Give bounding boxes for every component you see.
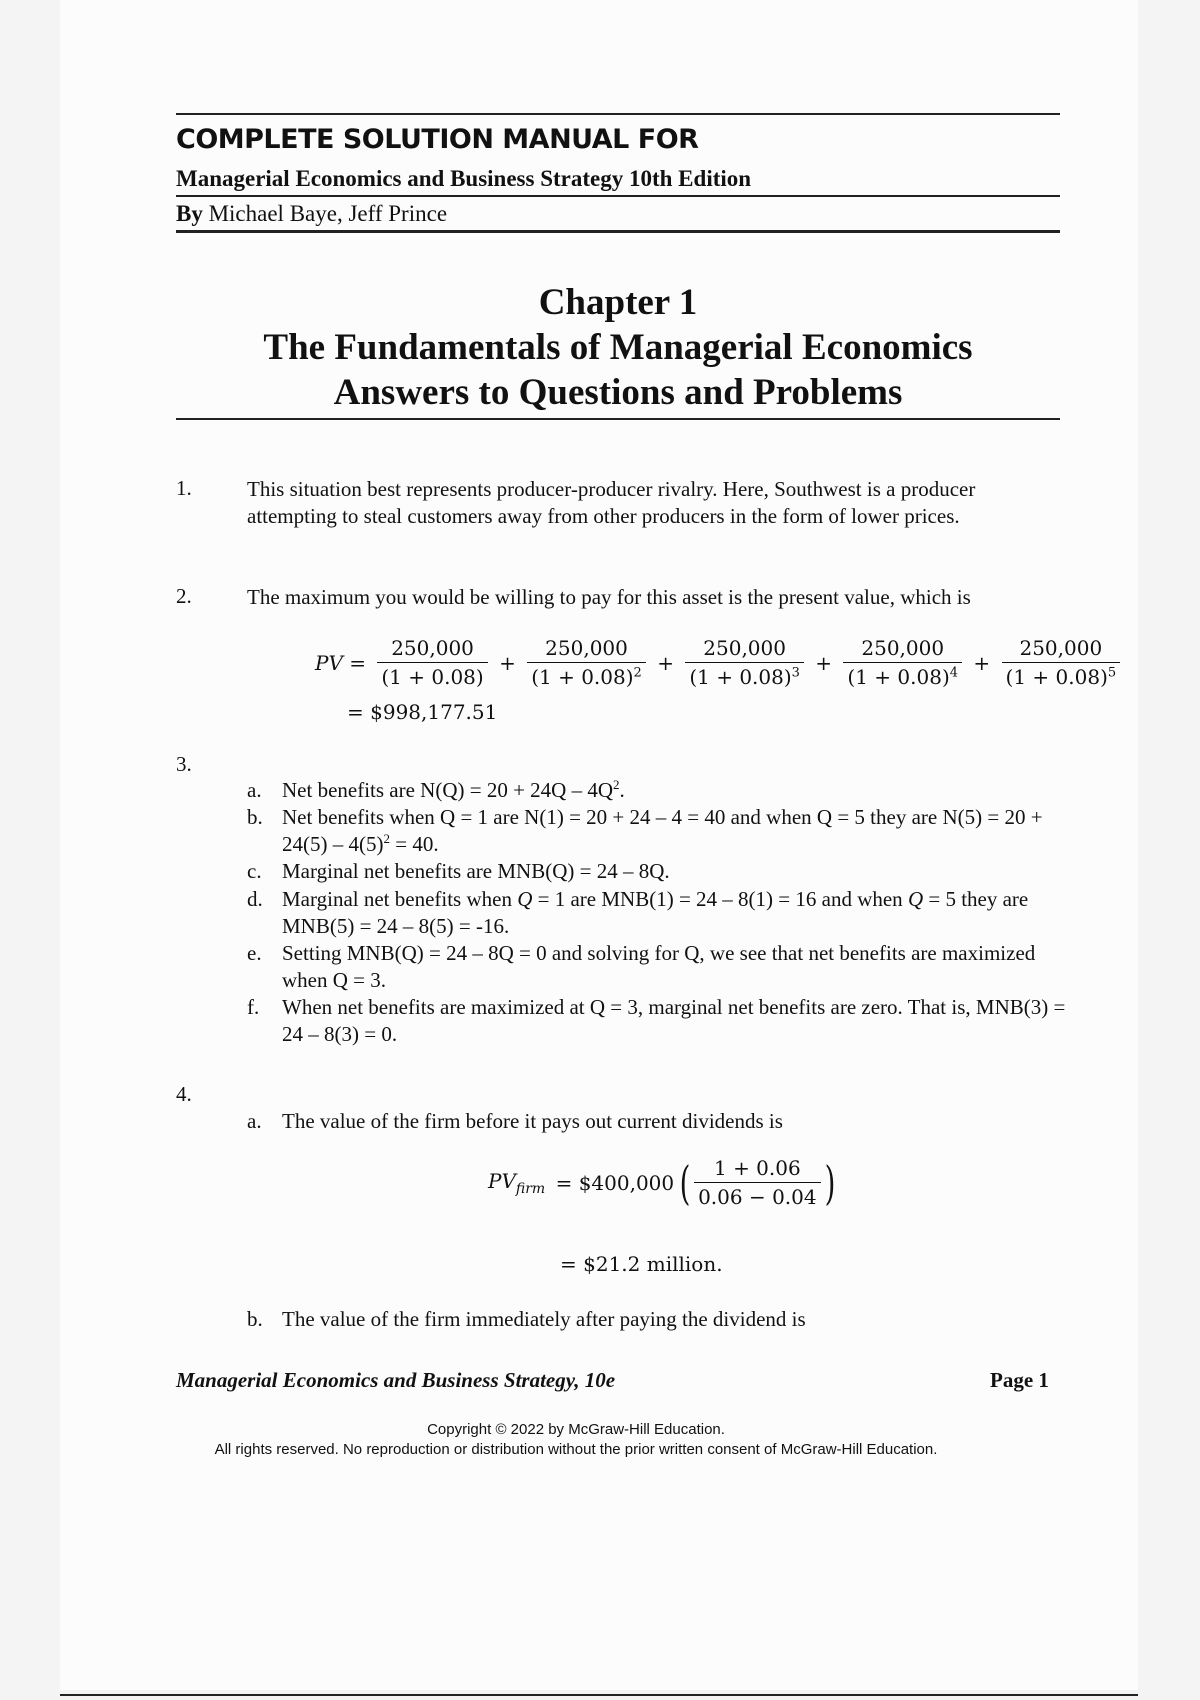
chapter-subtitle: Answers to Questions and Problems — [333, 372, 903, 413]
plus-sign: + — [657, 650, 674, 675]
sub-letter: b. — [247, 1307, 263, 1331]
sub-text: Setting MNB(Q) = 24 – 8Q = 0 and solving for Q, we see that net benefits are maximized when Q = 3. — [282, 941, 1036, 992]
question-number: 3. — [176, 752, 192, 776]
present-value-equation — [313, 636, 1123, 689]
exponent: 2 — [613, 777, 620, 792]
chapter-title: The Fundamentals of Managerial Economics — [263, 327, 973, 368]
growth-fraction — [694, 1156, 821, 1209]
sub-letter: a. — [247, 778, 262, 802]
sub-letter: e. — [247, 941, 262, 965]
sub-text: = 1 are MNB(1) = 24 – 8(1) = 16 and when — [532, 887, 908, 911]
pv-symbol: PV — [488, 1168, 516, 1193]
plus-sign: + — [499, 650, 516, 675]
sub-answer — [247, 1108, 1067, 1135]
authors: Michael Baye, Jeff Prince — [208, 201, 448, 226]
question-number: 2. — [176, 584, 192, 608]
footer-book-title: Managerial Economics and Business Strategy, 10e — [176, 1368, 616, 1392]
manual-title: COMPLETE SOLUTION MANUAL FOR — [176, 124, 699, 155]
sub-text: When net benefits are maximized at Q = 3, marginal net benefits are zero. That is, MNB(3) = 24 – 8(3) = 0. — [282, 995, 1066, 1046]
question-number: 4. — [176, 1082, 192, 1106]
sub-letter: b. — [247, 805, 263, 829]
sub-letter: d. — [247, 887, 263, 911]
book-title: Managerial Economics and Business Strategy 10th Edition — [176, 166, 752, 191]
chapter-heading — [176, 280, 1060, 415]
term-exponent: 3 — [791, 665, 800, 681]
question-number: 1. — [176, 476, 192, 500]
variable-q: Q — [907, 887, 924, 911]
term-denominator: (1 + 0.08) — [531, 665, 634, 689]
answer-text: This situation best represents producer-producer rivalry. Here, Southwest is a producer attempting to steal customers away from other producers in the form of lower prices. — [247, 477, 976, 528]
sub-answer — [247, 804, 1067, 858]
pv-subscript: firm — [515, 1180, 546, 1197]
sub-answer — [247, 886, 1067, 940]
page-number: Page 1 — [990, 1368, 1049, 1392]
term-denominator: (1 + 0.08) — [381, 665, 484, 689]
plus-sign: + — [973, 650, 991, 675]
sub-text: The value of the firm immediately after paying the dividend is — [282, 1307, 806, 1331]
pv-term — [843, 636, 962, 689]
sub-letter: c. — [247, 859, 262, 883]
sub-text: The value of the firm before it pays out current dividends is — [282, 1109, 783, 1133]
pv-lhs: PV = — [315, 650, 367, 675]
sub-text-end: = 40. — [389, 832, 439, 856]
copyright-notice — [176, 1420, 976, 1460]
plus-sign: + — [815, 650, 833, 675]
sub-text: Net benefits are N(Q) = 20 + 24Q – 4Q — [282, 778, 614, 802]
sub-text: Marginal net benefits when — [282, 887, 518, 911]
term-exponent: 4 — [949, 665, 959, 681]
sub-answer — [247, 940, 1067, 994]
term-exponent: 5 — [1107, 665, 1117, 681]
sub-text: Marginal net benefits are MNB(Q) = 24 – 8Q. — [282, 859, 670, 883]
pv-firm-label — [488, 1169, 545, 1197]
term-denominator: (1 + 0.08) — [847, 665, 950, 689]
variable-q: Q — [517, 887, 533, 911]
header-bottom-rule — [176, 230, 1060, 233]
by-label: By — [176, 201, 203, 226]
sub-text: Net benefits when Q = 1 are N(1) = 20 + 24 – 4 = 40 and when Q = 5 they are N(5) = 20 + 24(5) – 4(5) — [282, 805, 1043, 856]
header-top-rule — [176, 113, 1060, 115]
pv-term — [1002, 636, 1121, 689]
fraction-denominator: 0.06 − 0.04 — [698, 1185, 817, 1209]
term-numerator: 250,000 — [377, 636, 487, 663]
firm-value-equation — [486, 1156, 839, 1209]
left-paren: ( — [679, 1155, 691, 1210]
term-exponent: 2 — [633, 665, 642, 681]
sub-answer — [247, 777, 1067, 804]
sub-answer — [247, 994, 1067, 1048]
rights-line: All rights reserved. No reproduction or distribution without the prior written consent of McGraw-Hill Education. — [214, 1441, 938, 1458]
term-denominator: (1 + 0.08) — [1005, 665, 1108, 689]
header-mid-rule — [176, 195, 1060, 197]
firm-value-rhs: = $400,000 — [555, 1170, 675, 1195]
sub-answer — [247, 1306, 1067, 1333]
sub-letter: a. — [247, 1109, 262, 1133]
exponent: 2 — [383, 831, 390, 846]
right-paren: ) — [824, 1155, 835, 1210]
term-numerator: 250,000 — [843, 636, 962, 663]
sub-answer — [247, 858, 1067, 885]
copyright-line: Copyright © 2022 by McGraw-Hill Education. — [427, 1421, 725, 1438]
chapter-number: Chapter 1 — [538, 282, 698, 323]
authors-line — [176, 201, 1060, 227]
pv-term — [527, 636, 646, 689]
answer-text: The maximum you would be willing to pay for this asset is the present value, which is — [247, 585, 971, 609]
firm-value-result: = $21.2 million. — [560, 1252, 723, 1276]
term-numerator: 250,000 — [1002, 636, 1121, 663]
page-bottom-rule — [60, 1694, 1138, 1696]
term-numerator: 250,000 — [685, 636, 804, 663]
term-numerator: 250,000 — [527, 636, 646, 663]
sub-text: = 5 they are MNB(5) = 24 – 8(5) = -16. — [282, 887, 1029, 938]
chapter-rule — [176, 418, 1060, 420]
sub-text-end: . — [619, 778, 625, 802]
term-denominator: (1 + 0.08) — [689, 665, 792, 689]
pv-result: = $998,177.51 — [347, 700, 498, 724]
sub-letter: f. — [247, 995, 260, 1019]
pv-term — [685, 636, 804, 689]
fraction-numerator: 1 + 0.06 — [694, 1156, 821, 1183]
pv-term — [377, 636, 487, 689]
